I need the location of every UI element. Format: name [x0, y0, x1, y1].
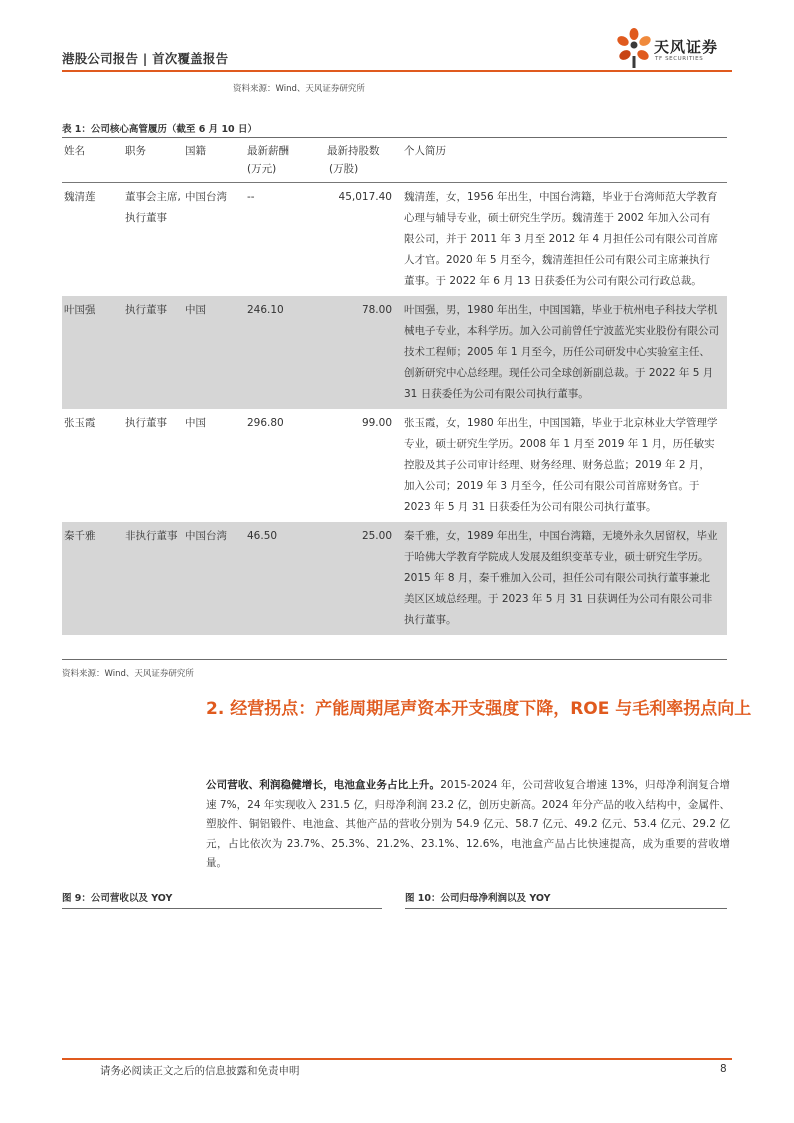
source-note-top: 资料来源：Wind、天风证券研究所 [233, 84, 365, 94]
cell-salary: 46.50 [245, 522, 325, 635]
executives-table [62, 138, 727, 635]
cell-position: 执行董事 [125, 417, 167, 429]
header-name: 姓名 [62, 138, 123, 183]
body-text: 2015-2024 年，公司营收复合增速 13%，归母净利润复合增速 7%，24 年实现收入 231.5 亿，归母净利润 23.2 亿，创历史新高。2024 年分产品的收入结构中，金属件、塑胶件、铜铝锻件、电池盒、其他产品的营收分别为 54.9 亿元、58.7 亿元、49.2 亿元、53.4 亿元、29.2 亿元，占比依次为 23.7%、25.3%、21.2%、23.1%、12.6%，电池盒产品占比快速提高，成为重要的营收增量。 [206, 779, 731, 869]
cell-nationality: 中国台湾 [185, 191, 227, 203]
cell-shares: 99.00 [361, 417, 392, 429]
page-number: 8 [720, 1063, 727, 1075]
figure-rule-right [405, 908, 727, 909]
body-paragraph [206, 776, 730, 874]
header-rule [62, 70, 732, 72]
logo-text-cn: 天风证券 [654, 38, 719, 56]
table-row [62, 522, 727, 635]
table-bottom-rule [62, 659, 727, 660]
cell-position: 非执行董事 [123, 522, 183, 635]
cell-salary: -- [247, 191, 255, 203]
header-position: 职务 [123, 138, 183, 183]
header-salary-label: 最新薪酬 [247, 145, 289, 157]
cell-bio: 秦千雅，女，1989 年出生，中国台湾籍，无境外永久居留权，毕业于哈佛大学教育学院成人发展及组织变革专业，硕士研究生学历。2015 年 8 月，秦千雅加入公司，担任公司有限公司执行董事兼北美区区域总经理。于 2023 年 5 月 31 日获调任为公司有限公司非执行董事。 [402, 522, 727, 635]
cell-nationality: 中国 [185, 417, 206, 429]
cell-shares: 45,017.40 [338, 191, 392, 203]
footer-rule [62, 1058, 732, 1060]
cell-shares: 78.00 [325, 296, 402, 409]
cell-position: 董事会主席,执行董事 [125, 191, 181, 224]
cell-name: 叶国强 [62, 296, 123, 409]
source-note-bottom: 资料来源：Wind、天风证券研究所 [62, 669, 194, 679]
header-nationality: 国籍 [183, 138, 245, 183]
cell-name: 秦千雅 [62, 522, 123, 635]
figure-rule-left [62, 908, 382, 909]
header-salary-unit: (万元) [247, 163, 277, 175]
figure-caption-revenue: 图 9：公司营收以及 YOY [62, 893, 173, 904]
cell-name: 魏清莲 [64, 191, 96, 203]
tf-flower-icon [614, 26, 654, 70]
logo-text-en: TF SECURITIES [655, 56, 704, 62]
cell-salary: 246.10 [245, 296, 325, 409]
cell-name: 张玉霞 [64, 417, 96, 429]
cell-nationality: 中国 [183, 296, 245, 409]
header-shares [325, 138, 402, 183]
cell-shares: 25.00 [325, 522, 402, 635]
table-row [62, 296, 727, 409]
table-caption: 表 1：公司核心高管履历（截至 6 月 10 日） [62, 124, 257, 135]
cell-nationality: 中国台湾 [183, 522, 245, 635]
header-shares-label: 最新持股数 [327, 145, 380, 157]
cell-bio: 叶国强，男，1980 年出生，中国国籍，毕业于杭州电子科技大学机械电子专业，本科学历。加入公司前曾任宁波蓝光实业股份有限公司技术工程师；2005 年 1 月至今，历任公司研发中心实验室主任、创新研究中心总经理。现任公司全球创新副总裁。于 2022 年 5 月 31 日获委任为公司有限公司执行董事。 [402, 296, 727, 409]
table-row [62, 183, 727, 297]
table-row [62, 409, 727, 522]
body-lead: 公司营收、利润稳健增长，电池盒业务占比上升。 [206, 779, 441, 791]
cell-bio: 魏清莲，女，1956 年出生，中国台湾籍，毕业于台湾师范大学教育心理与辅导专业，硕士研究生学历。魏清莲于 2002 年加入公司有限公司，并于 2011 年 3 月至 2012 年 4 月担任公司有限公司首席人才官。2020 年 5 月至今，魏清莲担任公司有限公司主席兼执行董事。于 2022 年 6 月 13 日获委任为公司有限公司行政总裁。 [404, 191, 719, 287]
cell-salary: 296.80 [247, 417, 284, 429]
section-title: 2. 经营拐点：产能周期尾声资本开支强度下降，ROE 与毛利率拐点向上 [206, 699, 752, 719]
cell-bio: 张玉霞，女，1980 年出生，中国国籍，毕业于北京林业大学管理学专业，硕士研究生学历。2008 年 1 月至 2019 年 1 月，历任敏实控股及其子公司审计经理、财务经理、财务总监；2019 年 2 月，加入公司；2019 年 3 月至今，任公司有限公司首席财务官。于 2023 年 5 月 31 日获委任为公司有限公司执行董事。 [404, 417, 718, 513]
cell-position: 执行董事 [123, 296, 183, 409]
header-salary [245, 138, 325, 183]
header-bio: 个人简历 [402, 138, 727, 183]
header-shares-unit: (万股) [329, 163, 359, 175]
figure-caption-net-profit: 图 10：公司归母净利润以及 YOY [405, 893, 551, 904]
table-header-row [62, 138, 727, 183]
brand-logo [614, 26, 734, 74]
report-type-title: 港股公司报告 | 首次覆盖报告 [62, 51, 229, 66]
footer-disclaimer: 请务必阅读正文之后的信息披露和免责申明 [100, 1065, 300, 1077]
